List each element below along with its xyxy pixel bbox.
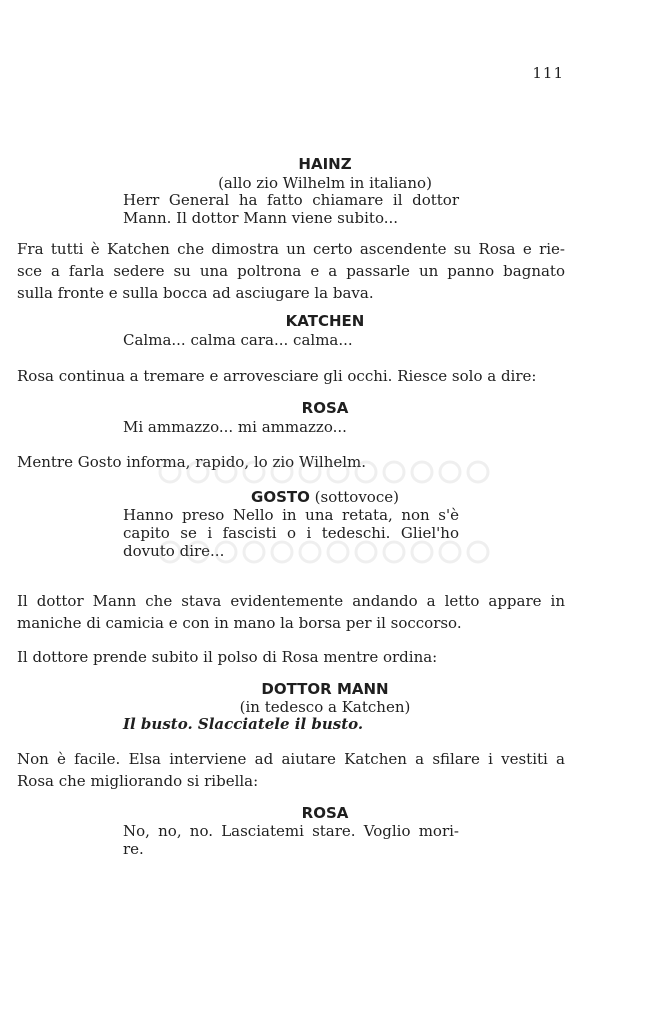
narration-line: sce a farla sedere su una poltrona e a passarle un panno bagnato [17,262,565,280]
stage-direction-gosto: (sottovoce) [314,488,399,506]
speaker-dottor-mann [0,680,650,699]
page-number: 111 [532,64,564,82]
narration-line: Rosa che migliorando si ribella: [17,772,259,790]
dialogue-line: dovuto dire... [123,542,225,560]
dialogue-rosa-2 [123,822,459,858]
narration-line: Mentre Gosto informa, rapido, lo zio Wilhelm. [17,453,367,471]
narration-line: Rosa continua a tremare e arrovesciare gli occhi. Riesce solo a dire: [17,367,537,385]
dialogue-line: re. [123,840,144,858]
speaker-name: HAINZ [298,155,352,173]
narration-line: sulla fronte e sulla bocca ad asciugare la bava. [17,284,374,302]
speaker-name: DOTTOR MANN [261,680,389,698]
watermark-pattern [150,452,500,572]
narration-line: Fra tutti è Katchen che dimostra un certo ascendente su Rosa e rie- [17,240,565,258]
narration-6 [17,748,565,792]
dialogue-hainz [123,191,459,227]
speaker-rosa-2 [0,804,650,823]
dialogue-mann [123,715,459,733]
narration-4 [17,590,565,634]
dialogue-line: Calma... calma cara... calma... [123,331,353,349]
speaker-name: KATCHEN [285,312,365,330]
narration-2 [17,365,565,387]
speaker-name: ROSA [301,399,349,417]
stage-direction-mann: (in tedesco a Katchen) [239,698,411,716]
speaker-hainz [0,155,650,174]
speaker-katchen [0,312,650,331]
narration-line: Il dottore prende subito il polso di Rosa mentre ordina: [17,648,438,666]
dialogue-line: Il busto. Slacciatele il busto. [123,715,364,733]
speaker-name: GOSTO [251,488,310,506]
dialogue-rosa [123,418,459,436]
narration-line: Non è facile. Elsa interviene ad aiutare Katchen a sfilare i vestiti a [17,750,565,768]
dialogue-katchen [123,331,459,349]
speaker-name: ROSA [301,804,349,822]
narration-5 [17,646,565,668]
dialogue-line: Hanno preso Nello in una retata, non s'è [123,506,459,524]
narration-line: maniche di camicia e con in mano la borsa per il soccorso. [17,614,462,632]
dialogue-line: Mi ammazzo... mi ammazzo... [123,418,347,436]
narration-line: Il dottor Mann che stava evidentemente andando a letto appare in [17,592,565,610]
dialogue-line: Herr General ha fatto chiamare il dottor [123,191,459,209]
dialogue-line: capito se i fascisti o i tedeschi. Gliel'ho [123,524,459,542]
dialogue-line: No, no, no. Lasciatemi stare. Voglio mori- [123,822,459,840]
narration-1 [17,238,565,304]
stage-direction-hainz: (allo zio Wilhelm in italiano) [218,174,432,192]
dialogue-line: Mann. Il dottor Mann viene subito... [123,209,399,227]
speaker-rosa [0,399,650,418]
